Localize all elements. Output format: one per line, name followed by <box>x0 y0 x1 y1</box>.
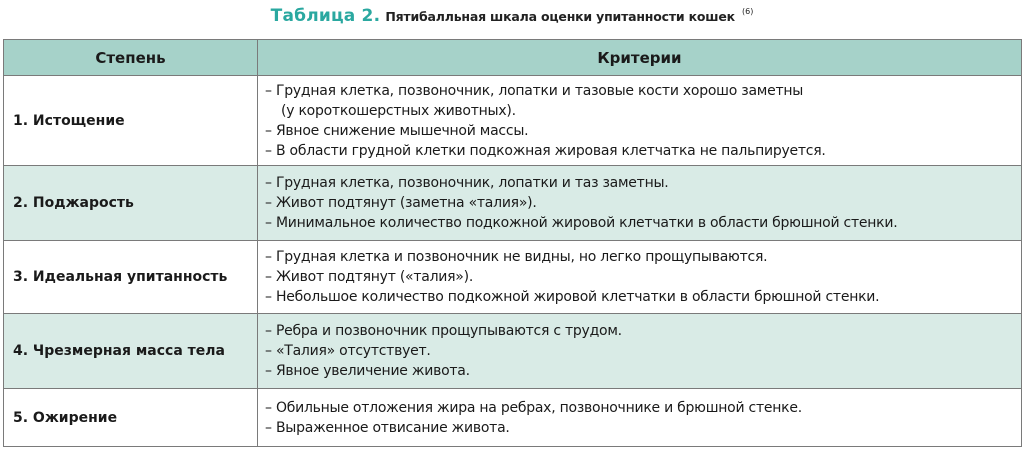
criteria-line: – В области грудной клетки подкожная жировая клетчатка не пальпируется. <box>265 142 826 159</box>
criteria-line: – Ребра и позвоночник прощупываются с трудом. <box>265 323 622 339</box>
criteria-cell <box>258 76 1022 166</box>
grade-cell: 2. Поджарость <box>4 166 258 241</box>
table-row-5 <box>4 389 1022 447</box>
header-row <box>4 40 1022 76</box>
criteria-cell <box>258 314 1022 389</box>
table-row-3 <box>4 241 1022 314</box>
header-criteria: Критерии <box>258 40 1022 76</box>
table-caption <box>0 6 1024 26</box>
criteria-line: – Живот подтянут (заметна «талия»). <box>265 195 537 211</box>
cat-body-condition-table <box>3 39 1022 447</box>
table-row-4 <box>4 314 1022 389</box>
caption-label: Таблица 2. <box>270 6 381 26</box>
grade-cell: 3. Идеальная упитанность <box>4 241 258 314</box>
criteria-line: – Обильные отложения жира на ребрах, позвоночнике и брюшной стенке. <box>265 399 802 416</box>
criteria-line: – Грудная клетка, позвоночник, лопатки и тазовые кости хорошо заметны <box>265 82 804 99</box>
criteria-cell <box>258 389 1022 447</box>
table-row-1 <box>4 76 1022 166</box>
criteria-cell <box>258 241 1022 314</box>
criteria-line: (у короткошерстных животных). <box>281 102 516 119</box>
criteria-line: – Минимальное количество подкожной жировой клетчатки в области брюшной стенки. <box>265 215 898 231</box>
grade-cell: 4. Чрезмерная масса тела <box>4 314 258 389</box>
criteria-line: – Грудная клетка и позвоночник не видны, но легко прощупываются. <box>265 249 768 265</box>
grade-cell: 1. Истощение <box>4 76 258 166</box>
criteria-line: – Явное снижение мышечной массы. <box>265 122 529 139</box>
caption-text: Пятибалльная шкала оценки упитанности кошек <box>385 9 735 24</box>
criteria-line: – «Талия» отсутствует. <box>265 343 431 359</box>
grade-cell: 5. Ожирение <box>4 389 258 447</box>
header-grade: Степень <box>4 40 258 76</box>
criteria-line: – Явное увеличение живота. <box>265 363 470 379</box>
table-row-2 <box>4 166 1022 241</box>
criteria-line: – Живот подтянут («талия»). <box>265 269 474 285</box>
criteria-line: – Выраженное отвисание живота. <box>265 419 510 436</box>
caption-reference: (6) <box>742 7 754 16</box>
criteria-line: – Небольшое количество подкожной жировой клетчатки в области брюшной стенки. <box>265 289 880 305</box>
criteria-cell <box>258 166 1022 241</box>
criteria-line: – Грудная клетка, позвоночник, лопатки и таз заметны. <box>265 175 669 191</box>
